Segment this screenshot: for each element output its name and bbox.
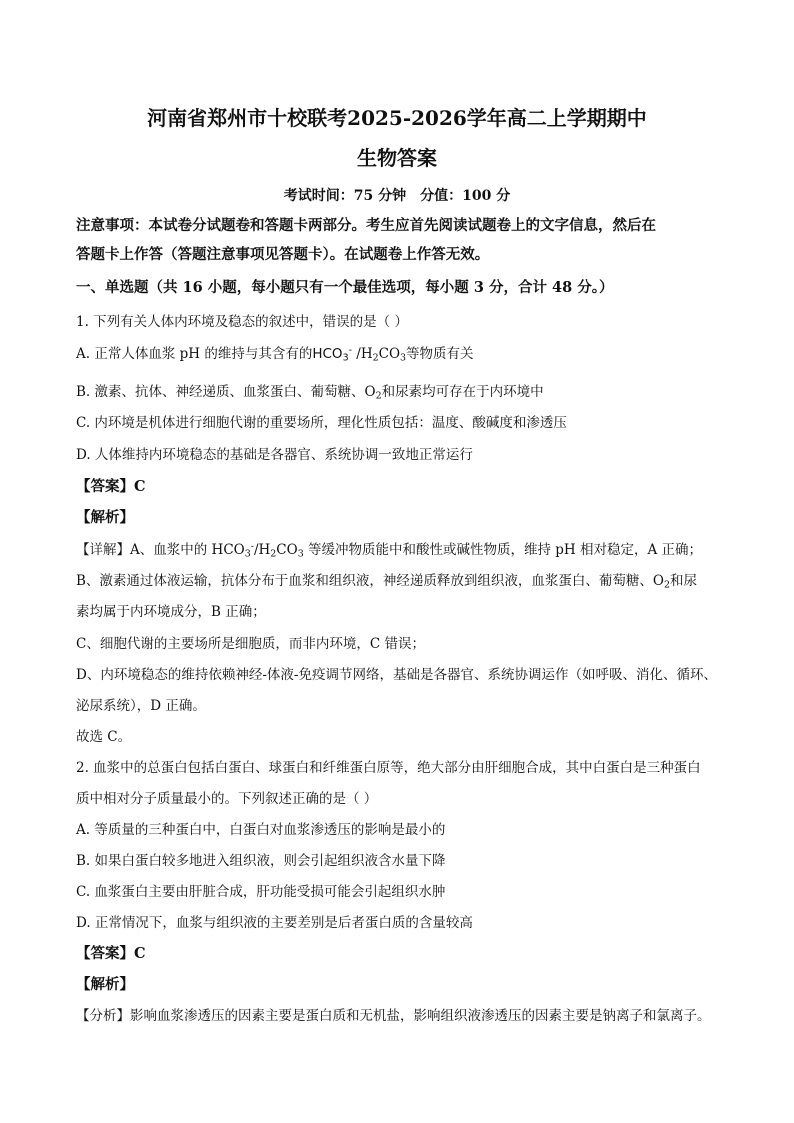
q1-answer: 【答案】C	[76, 478, 146, 495]
section-heading: 一、单选题（共 16 小题，每小题只有一个最佳选项，每小题 3 分，合计 48 分。）	[76, 279, 614, 296]
page-subtitle: 生物答案	[357, 146, 437, 170]
q1-detail-d-line1: D、内环境稳态的维持依赖神经-体液-免疫调节网络，基础是各器官、系统协调运作（如呼吸、消化、循环、	[76, 667, 717, 683]
q2-option-c: C. 血浆蛋白主要由肝脏合成，肝功能受损可能会引起组织水肿	[76, 884, 446, 900]
q2-option-d: D. 正常情况下，血浆与组织液的主要差别是后者蛋白质的含量较高	[76, 915, 473, 931]
q1-stem: 1. 下列有关人体内环境及稳态的叙述中，错误的是（ ）	[76, 314, 408, 330]
q1-detail-a: 【详解】A、血浆中的 $HCO_3^-/H_2CO_3$ 等缓冲物质能中和酸性或碱性物质，维持 pH 相对稳定，A 正确；	[76, 540, 703, 560]
hco3-formula: $HCO_3^-$	[312, 344, 352, 364]
q2-fenxi: 【分析】影响血浆渗透压的因素主要是蛋白质和无机盐，影响组织液渗透压的因素主要是钠离子和氯离子。	[76, 1008, 711, 1024]
q2-answer: 【答案】C	[76, 945, 146, 962]
q1-detail-b-line2: 素均属于内环境成分，B 正确；	[76, 604, 266, 620]
q2-stem-line1: 2. 血浆中的总蛋白包括白蛋白、球蛋白和纤维蛋白原等，绝大部分由肝细胞合成，其中白蛋白是三种蛋白	[76, 760, 701, 776]
notice-line-1: 注意事项：本试卷分试题卷和答题卡两部分。考生应首先阅读试题卷上的文字信息，然后在	[76, 217, 656, 234]
exam-time: 考试时间：75 分钟	[283, 188, 407, 204]
q1-option-a: A. 正常人体血浆 pH 的维持与其含有的$HCO_3^-$ $/H_2CO_3$等物质有关	[76, 344, 474, 364]
q1-detail-b-line1: B、激素通过体液运输，抗体分布于血浆和组织液，神经递质释放到组织液，血浆蛋白、葡萄糖、$O_2$和尿	[76, 573, 698, 591]
q1-option-c: C. 内环境是机体进行细胞代谢的重要场所，理化性质包括：温度、酸碱度和渗透压	[76, 415, 567, 431]
q2-option-a: A. 等质量的三种蛋白中，白蛋白对血浆渗透压的影响是最小的	[76, 822, 446, 838]
q2-stem-line2: 质中相对分子质量最小的。下列叙述正确的是（ ）	[76, 791, 378, 807]
q1-detail-c: C、细胞代谢的主要场所是细胞质，而非内环境，C 错误；	[76, 636, 425, 652]
exam-info	[0, 186, 794, 206]
page-title: 河南省郑州市十校联考2025-2026学年高二上学期期中	[147, 106, 647, 130]
q2-option-b: B. 如果白蛋白较多地进入组织液，则会引起组织液含水量下降	[76, 853, 446, 869]
exam-score: 分值：100 分	[420, 188, 511, 204]
q1-analysis-label: 【解析】	[76, 509, 134, 526]
q1-option-d: D. 人体维持内环境稳态的基础是各器官、系统协调一致地正常运行	[76, 447, 473, 463]
notice-line-2: 答题卡上作答（答题注意事项见答题卡）。在试题卷上作答无效。	[76, 246, 490, 263]
q2-analysis-label: 【解析】	[76, 976, 134, 993]
q1-detail-d-line2: 泌尿系统），D 正确。	[76, 698, 206, 714]
q1-conclusion: 故选 C。	[76, 729, 132, 745]
q1-option-b: B. 激素、抗体、神经递质、血浆蛋白、葡萄糖、$O_2$和尿素均可存在于内环境中	[76, 384, 544, 402]
